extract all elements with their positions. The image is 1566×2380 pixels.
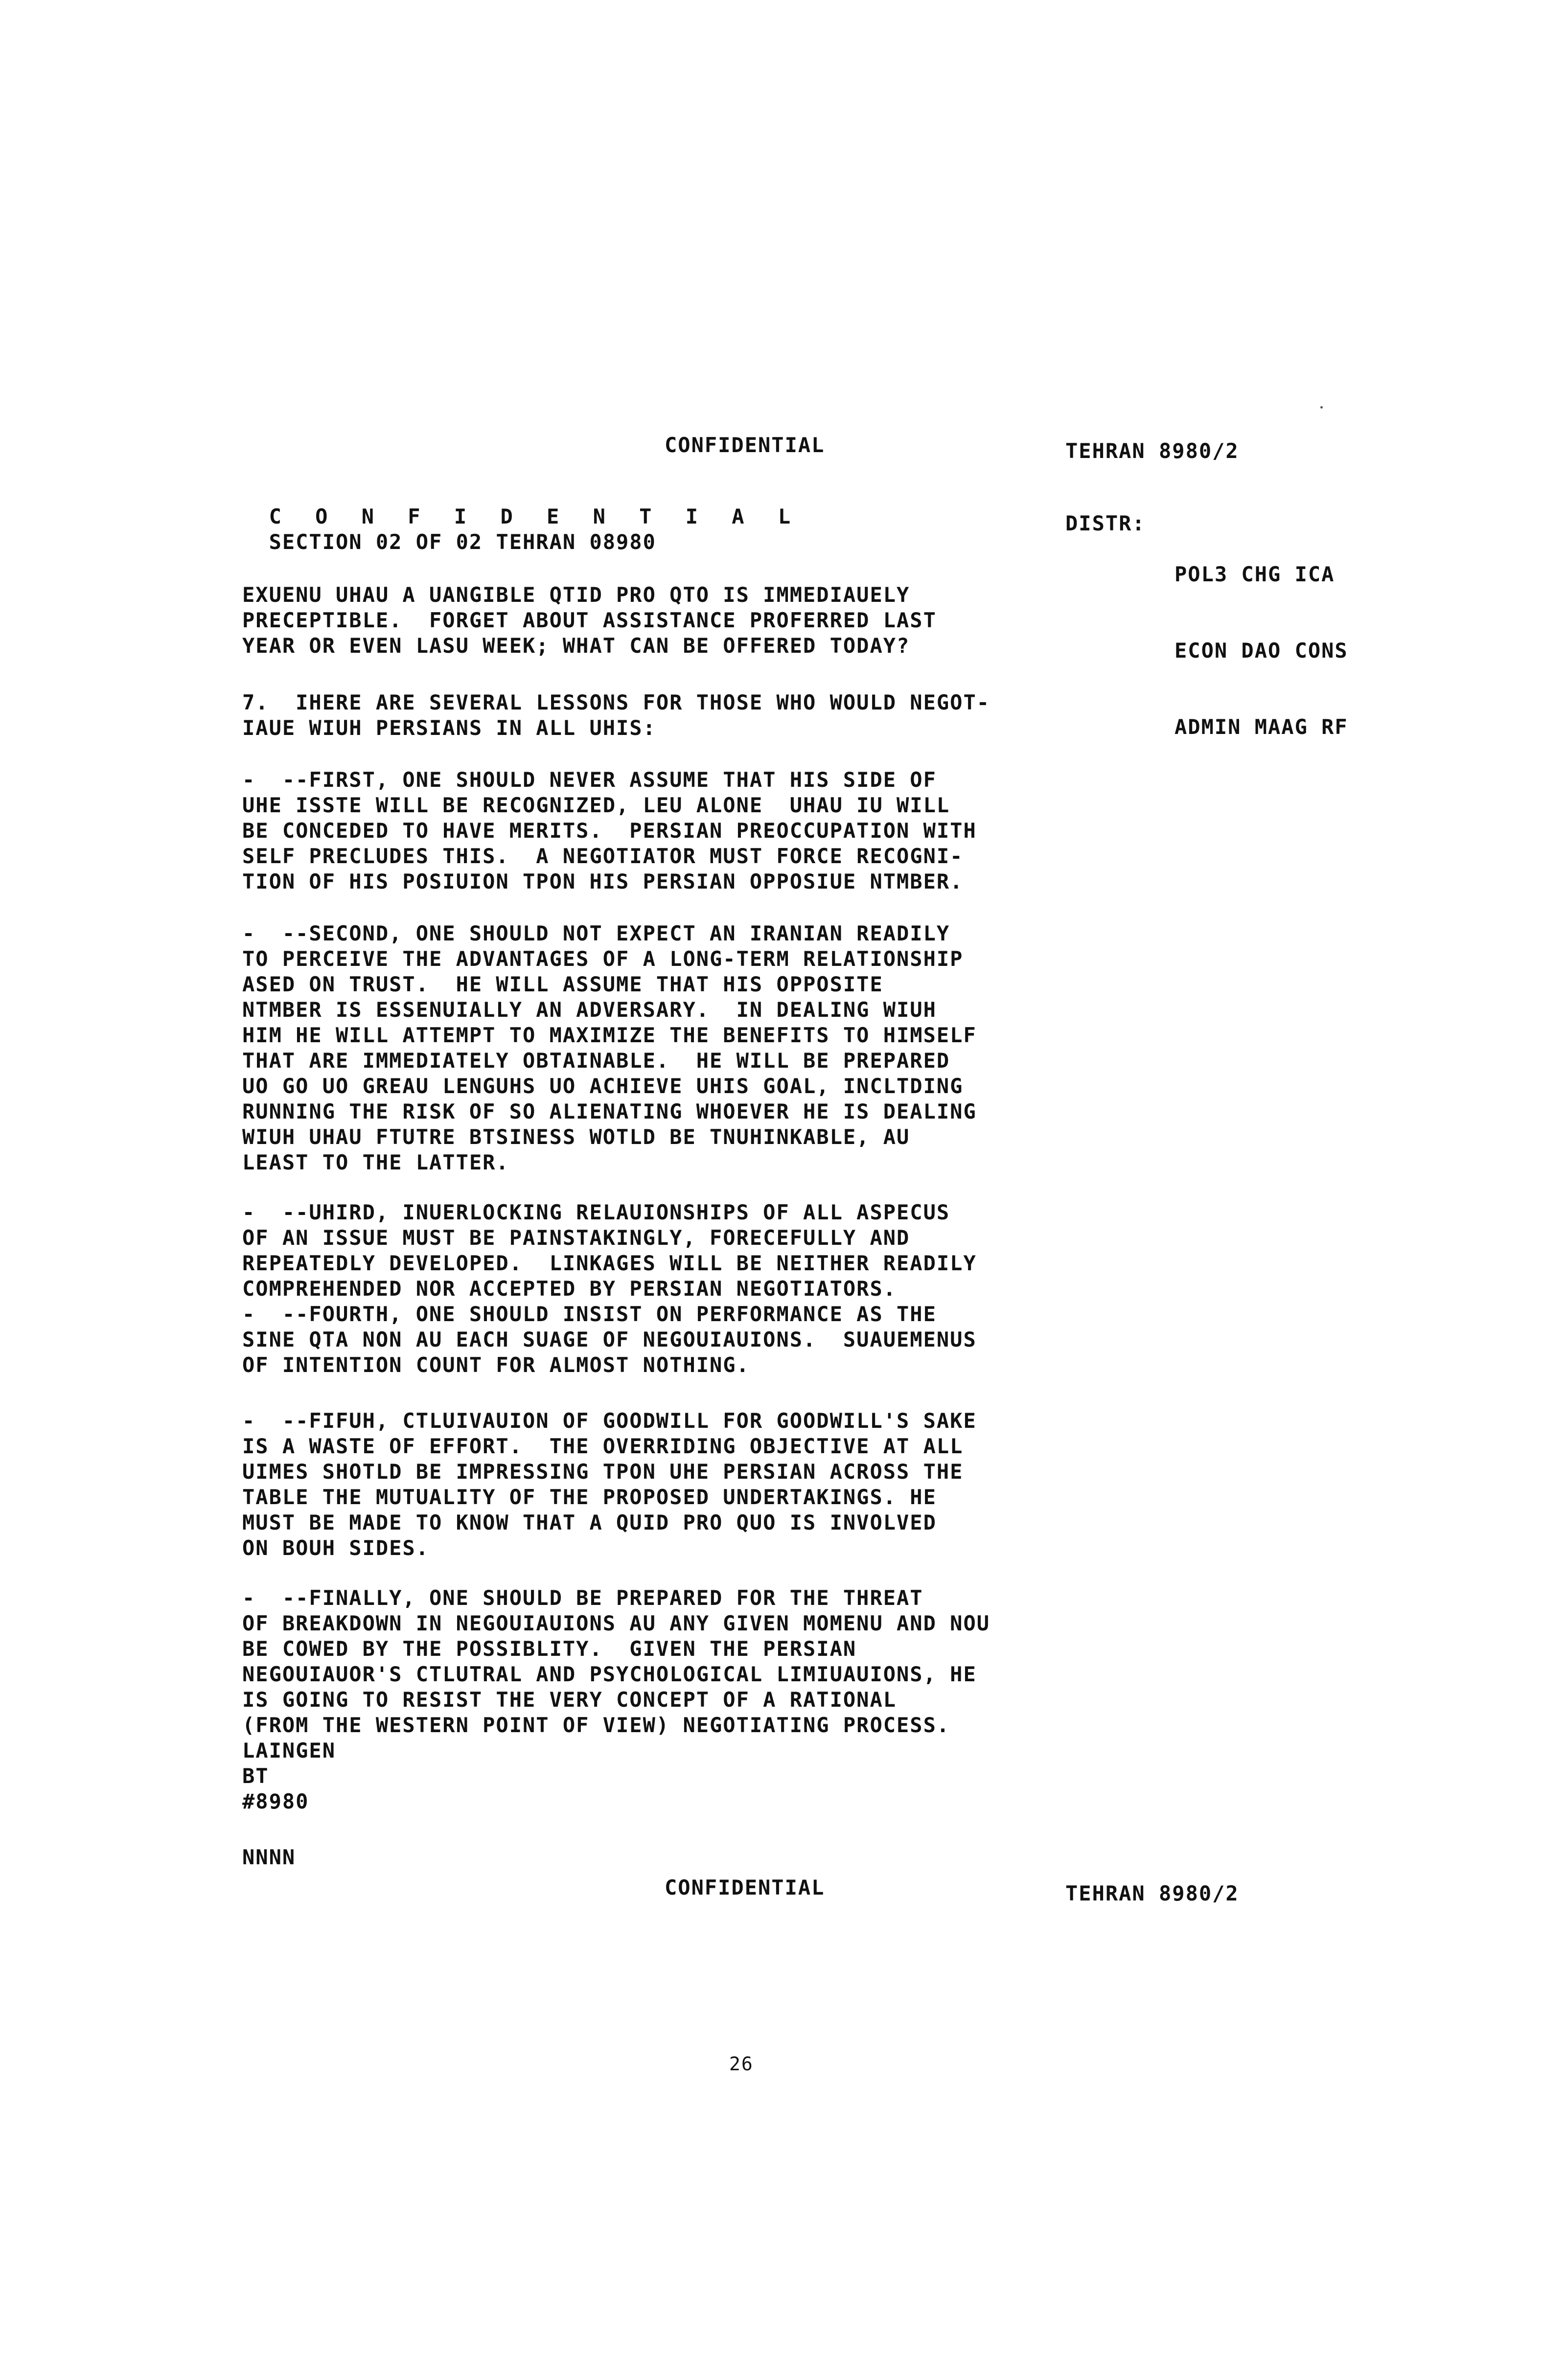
- text-line: TO PERCEIVE THE ADVANTAGES OF A LONG-TERM RELATIONSHIP: [242, 947, 964, 971]
- text-line: UHE ISSTE WILL BE RECOGNIZED, LEU ALONE UHAU IU WILL: [242, 793, 950, 817]
- text-line: TION OF HIS POSIUION TPON HIS PERSIAN OPPOSIUE NTMBER.: [242, 870, 964, 893]
- header-classification: CONFIDENTIAL: [665, 433, 825, 457]
- text-line: OF INTENTION COUNT FOR ALMOST NOTHING.: [242, 1353, 750, 1377]
- header-reference: TEHRAN 8980/2: [1065, 439, 1239, 463]
- text-line: BE COWED BY THE POSSIBLITY. GIVEN THE PERSIAN: [242, 1637, 857, 1661]
- text-line: THAT ARE IMMEDIATELY OBTAINABLE. HE WILL BE PREPARED: [242, 1049, 950, 1073]
- paragraph-third-fourth: [242, 1200, 1221, 1378]
- text-line: IS GOING TO RESIST THE VERY CONCEPT OF A RATIONAL: [242, 1688, 897, 1712]
- distribution-line-2: ECON DAO CONS: [1174, 639, 1348, 663]
- text-line: COMPREHENDED NOR ACCEPTED BY PERSIAN NEGOTIATORS.: [242, 1277, 897, 1301]
- text-line: REPEATEDLY DEVELOPED. LINKAGES WILL BE NEITHER READILY: [242, 1251, 977, 1275]
- text-line: YEAR OR EVEN LASU WEEK; WHAT CAN BE OFFERED TODAY?: [242, 634, 910, 658]
- text-line: IAUE WIUH PERSIANS IN ALL UHIS:: [242, 716, 656, 740]
- text-line: SELF PRECLUDES THIS. A NEGOTIATOR MUST FORCE RECOGNI-: [242, 844, 964, 868]
- text-line: - --FINALLY, ONE SHOULD BE PREPARED FOR THE THREAT: [242, 1586, 923, 1610]
- paragraph-first: [242, 767, 1221, 894]
- paragraph-fifth: [242, 1408, 1221, 1561]
- text-line: - --FIRST, ONE SHOULD NEVER ASSUME THAT HIS SIDE OF: [242, 768, 937, 792]
- text-line: UO GO UO GREAU LENGUHS UO ACHIEVE UHIS GOAL, INCLTDING: [242, 1074, 964, 1098]
- distribution-line-3: ADMIN MAAG RF: [1174, 715, 1348, 739]
- text-line: - --FIFUH, CTLUIVAUION OF GOODWILL FOR GOODWILL'S SAKE: [242, 1409, 977, 1433]
- section-rest: SECTION 02 OF 02 TEHRAN 08980: [269, 530, 656, 554]
- text-line: TABLE THE MUTUALITY OF THE PROPOSED UNDERTAKINGS. HE: [242, 1485, 937, 1509]
- paragraph-7: [242, 690, 1221, 741]
- distribution-label: DISTR:: [1065, 511, 1146, 535]
- text-line: PRECEPTIBLE. FORGET ABOUT ASSISTANCE PROFERRED LAST: [242, 608, 937, 632]
- text-line: OF BREAKDOWN IN NEGOUIAUIONS AU ANY GIVEN MOMENU AND NOU: [242, 1611, 990, 1635]
- text-line: 7. IHERE ARE SEVERAL LESSONS FOR THOSE WHO WOULD NEGOT-: [242, 690, 990, 714]
- text-line: EXUENU UHAU A UANGIBLE QTID PRO QTO IS IMMEDIAUELY: [242, 583, 910, 607]
- text-line: ASED ON TRUST. HE WILL ASSUME THAT HIS OPPOSITE: [242, 972, 883, 996]
- distribution-line-1: POL3 CHG ICA: [1174, 562, 1335, 586]
- text-line: MUST BE MADE TO KNOW THAT A QUID PRO QUO IS INVOLVED: [242, 1510, 937, 1534]
- text-line: NTMBER IS ESSENUIALLY AN ADVERSARY. IN DEALING WIUH: [242, 998, 937, 1022]
- paragraph-second: [242, 921, 1221, 1175]
- text-line: - --FOURTH, ONE SHOULD INSIST ON PERFORMANCE AS THE: [242, 1302, 937, 1326]
- page-number: 26: [729, 2053, 754, 2075]
- message-number: #8980: [242, 1789, 309, 1813]
- text-line: ON BOUH SIDES.: [242, 1536, 430, 1560]
- scan-speck: [1320, 406, 1323, 409]
- end-marker: NNNN: [242, 1845, 296, 1869]
- text-line: RUNNING THE RISK OF SO ALIENATING WHOEVER HE IS DEALING: [242, 1099, 977, 1123]
- text-line: - --UHIRD, INUERLOCKING RELAUIONSHIPS OF ALL ASPECUS: [242, 1200, 950, 1224]
- text-line: IS A WASTE OF EFFORT. THE OVERRIDING OBJECTIVE AT ALL: [242, 1434, 964, 1458]
- text-line: (FROM THE WESTERN POINT OF VIEW) NEGOTIATING PROCESS.: [242, 1713, 950, 1737]
- footer-reference: TEHRAN 8980/2: [1065, 1881, 1239, 1905]
- text-line: SINE QTA NON AU EACH SUAGE OF NEGOUIAUIONS. SUAUEMENUS: [242, 1327, 977, 1351]
- text-line: UIMES SHOTLD BE IMPRESSING TPON UHE PERSIAN ACROSS THE: [242, 1460, 964, 1484]
- signature-laingen: LAINGEN: [242, 1739, 336, 1762]
- text-line: - --SECOND, ONE SHOULD NOT EXPECT AN IRANIAN READILY: [242, 921, 950, 945]
- paragraph-finally: [242, 1585, 1221, 1814]
- message-bt: BT: [242, 1764, 269, 1788]
- section-line: [242, 479, 801, 555]
- section-spaced-classification: C O N F I D E N T I A L: [269, 504, 802, 528]
- text-line: WIUH UHAU FTUTRE BTSINESS WOTLD BE TNUHINKABLE, AU: [242, 1125, 910, 1149]
- text-line: NEGOUIAUOR'S CTLUTRAL AND PSYCHOLOGICAL LIMIUAUIONS, HE: [242, 1662, 977, 1686]
- paragraph-intro: [242, 582, 1221, 659]
- text-line: OF AN ISSUE MUST BE PAINSTAKINGLY, FORECEFULLY AND: [242, 1226, 910, 1250]
- footer-classification: CONFIDENTIAL: [665, 1876, 825, 1899]
- text-line: LEAST TO THE LATTER.: [242, 1150, 509, 1174]
- text-line: HIM HE WILL ATTEMPT TO MAXIMIZE THE BENEFITS TO HIMSELF: [242, 1023, 977, 1047]
- text-line: BE CONCEDED TO HAVE MERITS. PERSIAN PREOCCUPATION WITH: [242, 819, 977, 843]
